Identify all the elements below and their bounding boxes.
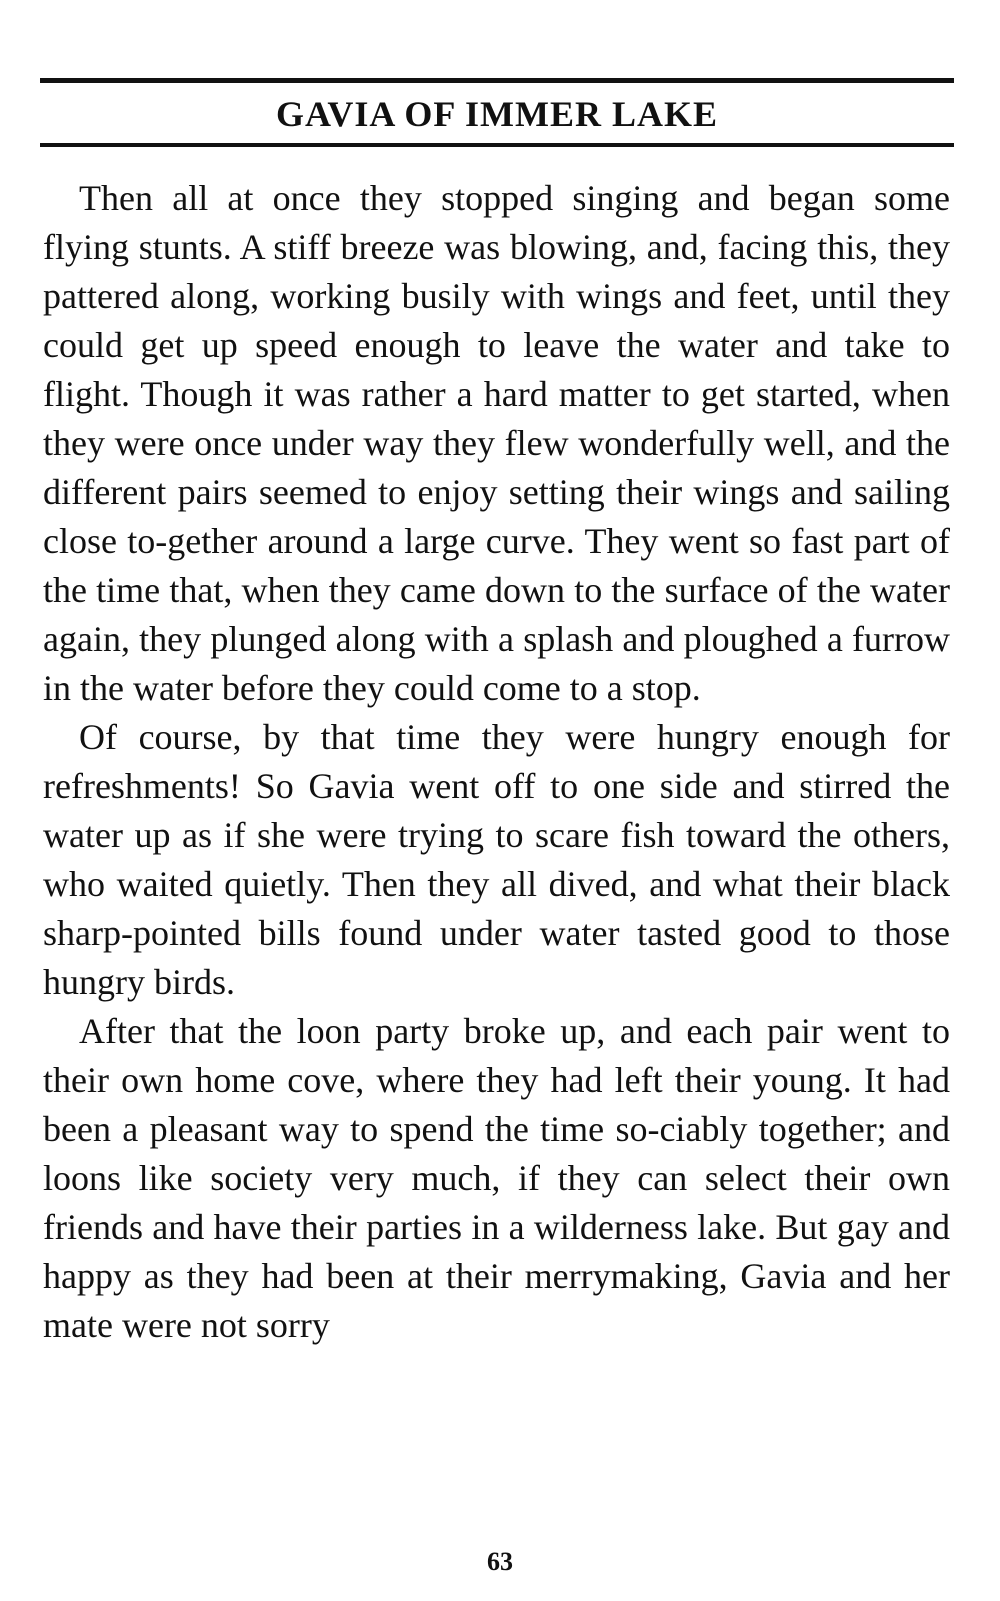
paragraph-2: Of course, by that time they were hungry enough for refreshments! So Gavia went off to one side and stirred the water up as if she were trying to scare fish toward the others, who waited quietly. Then they all dived, and what their black sharp-pointed bills found under water tasted good to those hungry birds. xyxy=(43,717,950,1002)
page-number: 63 xyxy=(487,1547,513,1576)
header-rule-top xyxy=(40,78,954,83)
paragraph-1: Then all at once they stopped singing and began some flying stunts. A stiff breeze was blowing, and, facing this, they pattered along, working busily with wings and feet, until they could get up speed enough to leave the water and take to flight. Though it was rather a hard matter to get started, when they were once under way they flew wonderfully well, and the different pairs seemed to enjoy setting their wings and sailing close to-gether around a large curve. They went so fast part of the time that, when they came down to the surface of the water again, they plunged along with a splash and ploughed a furrow in the water before they could come to a stop. xyxy=(43,178,950,708)
paragraph-3: After that the loon party broke up, and each pair went to their own home cove, where they had left their young. It had been a pleasant way to spend the time so-ciably together; and loons like society very much, if they can select their own friends and have their parties in a wilderness lake. But gay and happy as they had been at their merrymaking, Gavia and her mate were not sorry xyxy=(43,1011,950,1345)
body-text xyxy=(43,174,950,1350)
running-head: GAVIA OF IMMER LAKE xyxy=(275,94,719,134)
header-rule-bottom xyxy=(40,143,954,147)
